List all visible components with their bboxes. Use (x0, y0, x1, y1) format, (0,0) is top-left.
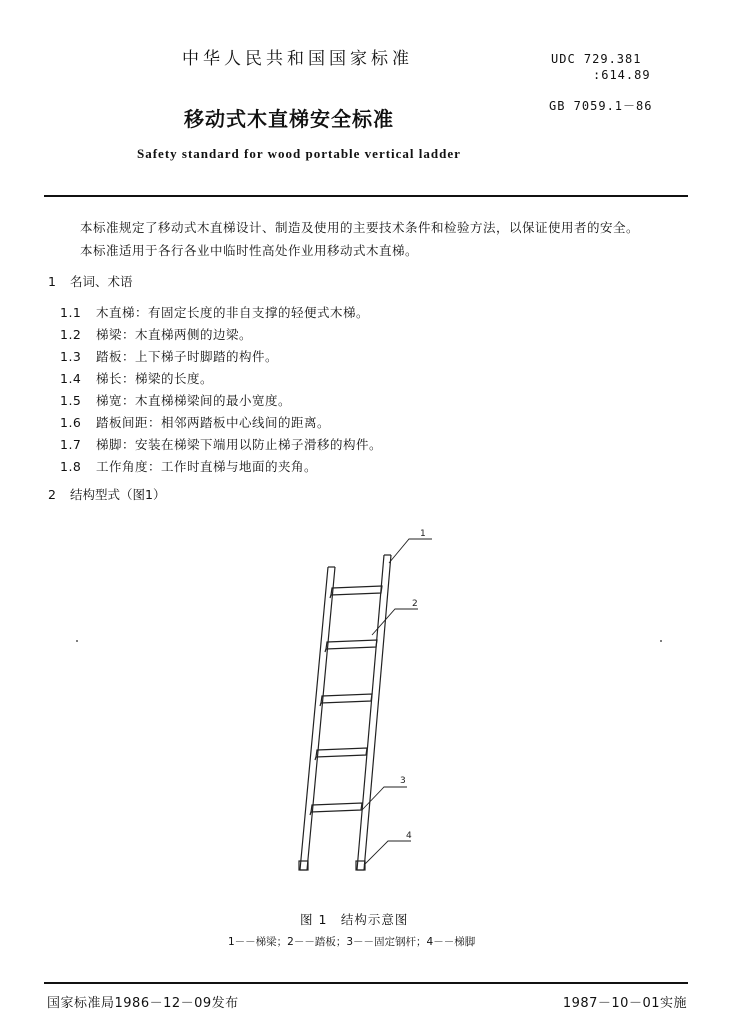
figure-caption: 图 1 结构示意图 (300, 912, 409, 927)
leader-line (389, 539, 432, 563)
section-2-title: 结构型式（图1） (70, 487, 166, 502)
item-text: 梯长：梯梁的长度。 (96, 371, 214, 386)
leader-line (362, 787, 407, 810)
leader-line (364, 841, 411, 865)
definition-item (60, 435, 382, 453)
issue-date: 国家标准局1986－12－09发布 (47, 996, 239, 1011)
section-2-heading (48, 485, 165, 503)
left-stile (300, 567, 335, 870)
intro-paragraph-1: 本标准规定了移动式木直梯设计、制造及使用的主要技术条件和检验方法，以保证使用者的安全。 (80, 220, 640, 235)
section-2-number: 2 (48, 487, 56, 502)
item-number: 1.1 (60, 305, 82, 320)
section-1-title: 名词、术语 (70, 274, 133, 289)
definition-item (60, 457, 317, 475)
item-number: 1.6 (60, 415, 82, 430)
standard-number: GB 7059.1－86 (549, 99, 653, 113)
callout-label: 1 (420, 529, 426, 539)
callout-label: 3 (400, 776, 406, 786)
definition-item (60, 325, 252, 343)
callout-label: 4 (406, 831, 412, 841)
definition-item (60, 369, 213, 387)
rung (330, 586, 382, 598)
scan-speck (660, 640, 662, 642)
item-text: 梯梁：木直梯两侧的边梁。 (96, 327, 253, 342)
item-text: 踏板：上下梯子时脚踏的构件。 (96, 349, 279, 364)
item-text: 工作角度：工作时直梯与地面的夹角。 (96, 459, 318, 474)
item-number: 1.2 (60, 327, 82, 342)
item-number: 1.7 (60, 437, 82, 452)
rung (310, 803, 362, 815)
figure-legend: 1－－梯梁；2－－踏板；3－－固定钢杆；4－－梯脚 (228, 936, 476, 948)
item-number: 1.5 (60, 393, 82, 408)
effective-date: 1987－10－01实施 (562, 996, 687, 1011)
rung (315, 748, 367, 760)
right-stile (357, 555, 391, 870)
ladder-structure-figure (280, 525, 450, 885)
document-title-zh: 移动式木直梯安全标准 (184, 107, 394, 131)
callout-label: 2 (412, 599, 418, 609)
definition-item (60, 413, 330, 431)
item-text: 木直梯：有固定长度的非自支撑的轻便式木梯。 (96, 305, 370, 320)
rung (320, 694, 372, 706)
udc-code-line2: :614.89 (593, 68, 651, 82)
definition-item (60, 347, 278, 365)
scan-speck (76, 640, 78, 642)
rung (325, 640, 377, 652)
document-title-en: Safety standard for wood portable vertical ladder (137, 146, 461, 161)
item-number: 1.4 (60, 371, 82, 386)
item-text: 梯脚：安装在梯梁下端用以防止梯子滑移的构件。 (96, 437, 383, 452)
section-1-number: 1 (48, 274, 56, 289)
definition-item (60, 391, 291, 409)
item-number: 1.3 (60, 349, 82, 364)
section-1-heading (48, 272, 133, 290)
header-rule (44, 195, 688, 197)
item-text: 踏板间距：相邻两踏板中心线间的距离。 (96, 415, 331, 430)
intro-paragraph-2: 本标准适用于各行各业中临时性高处作业用移动式木直梯。 (80, 243, 419, 258)
definition-item (60, 303, 369, 321)
issuing-authority: 中华人民共和国国家标准 (182, 49, 413, 69)
item-text: 梯宽：木直梯梯梁间的最小宽度。 (96, 393, 292, 408)
item-number: 1.8 (60, 459, 82, 474)
udc-code-line1: UDC 729.381 (551, 52, 642, 66)
footer-rule (44, 982, 688, 984)
